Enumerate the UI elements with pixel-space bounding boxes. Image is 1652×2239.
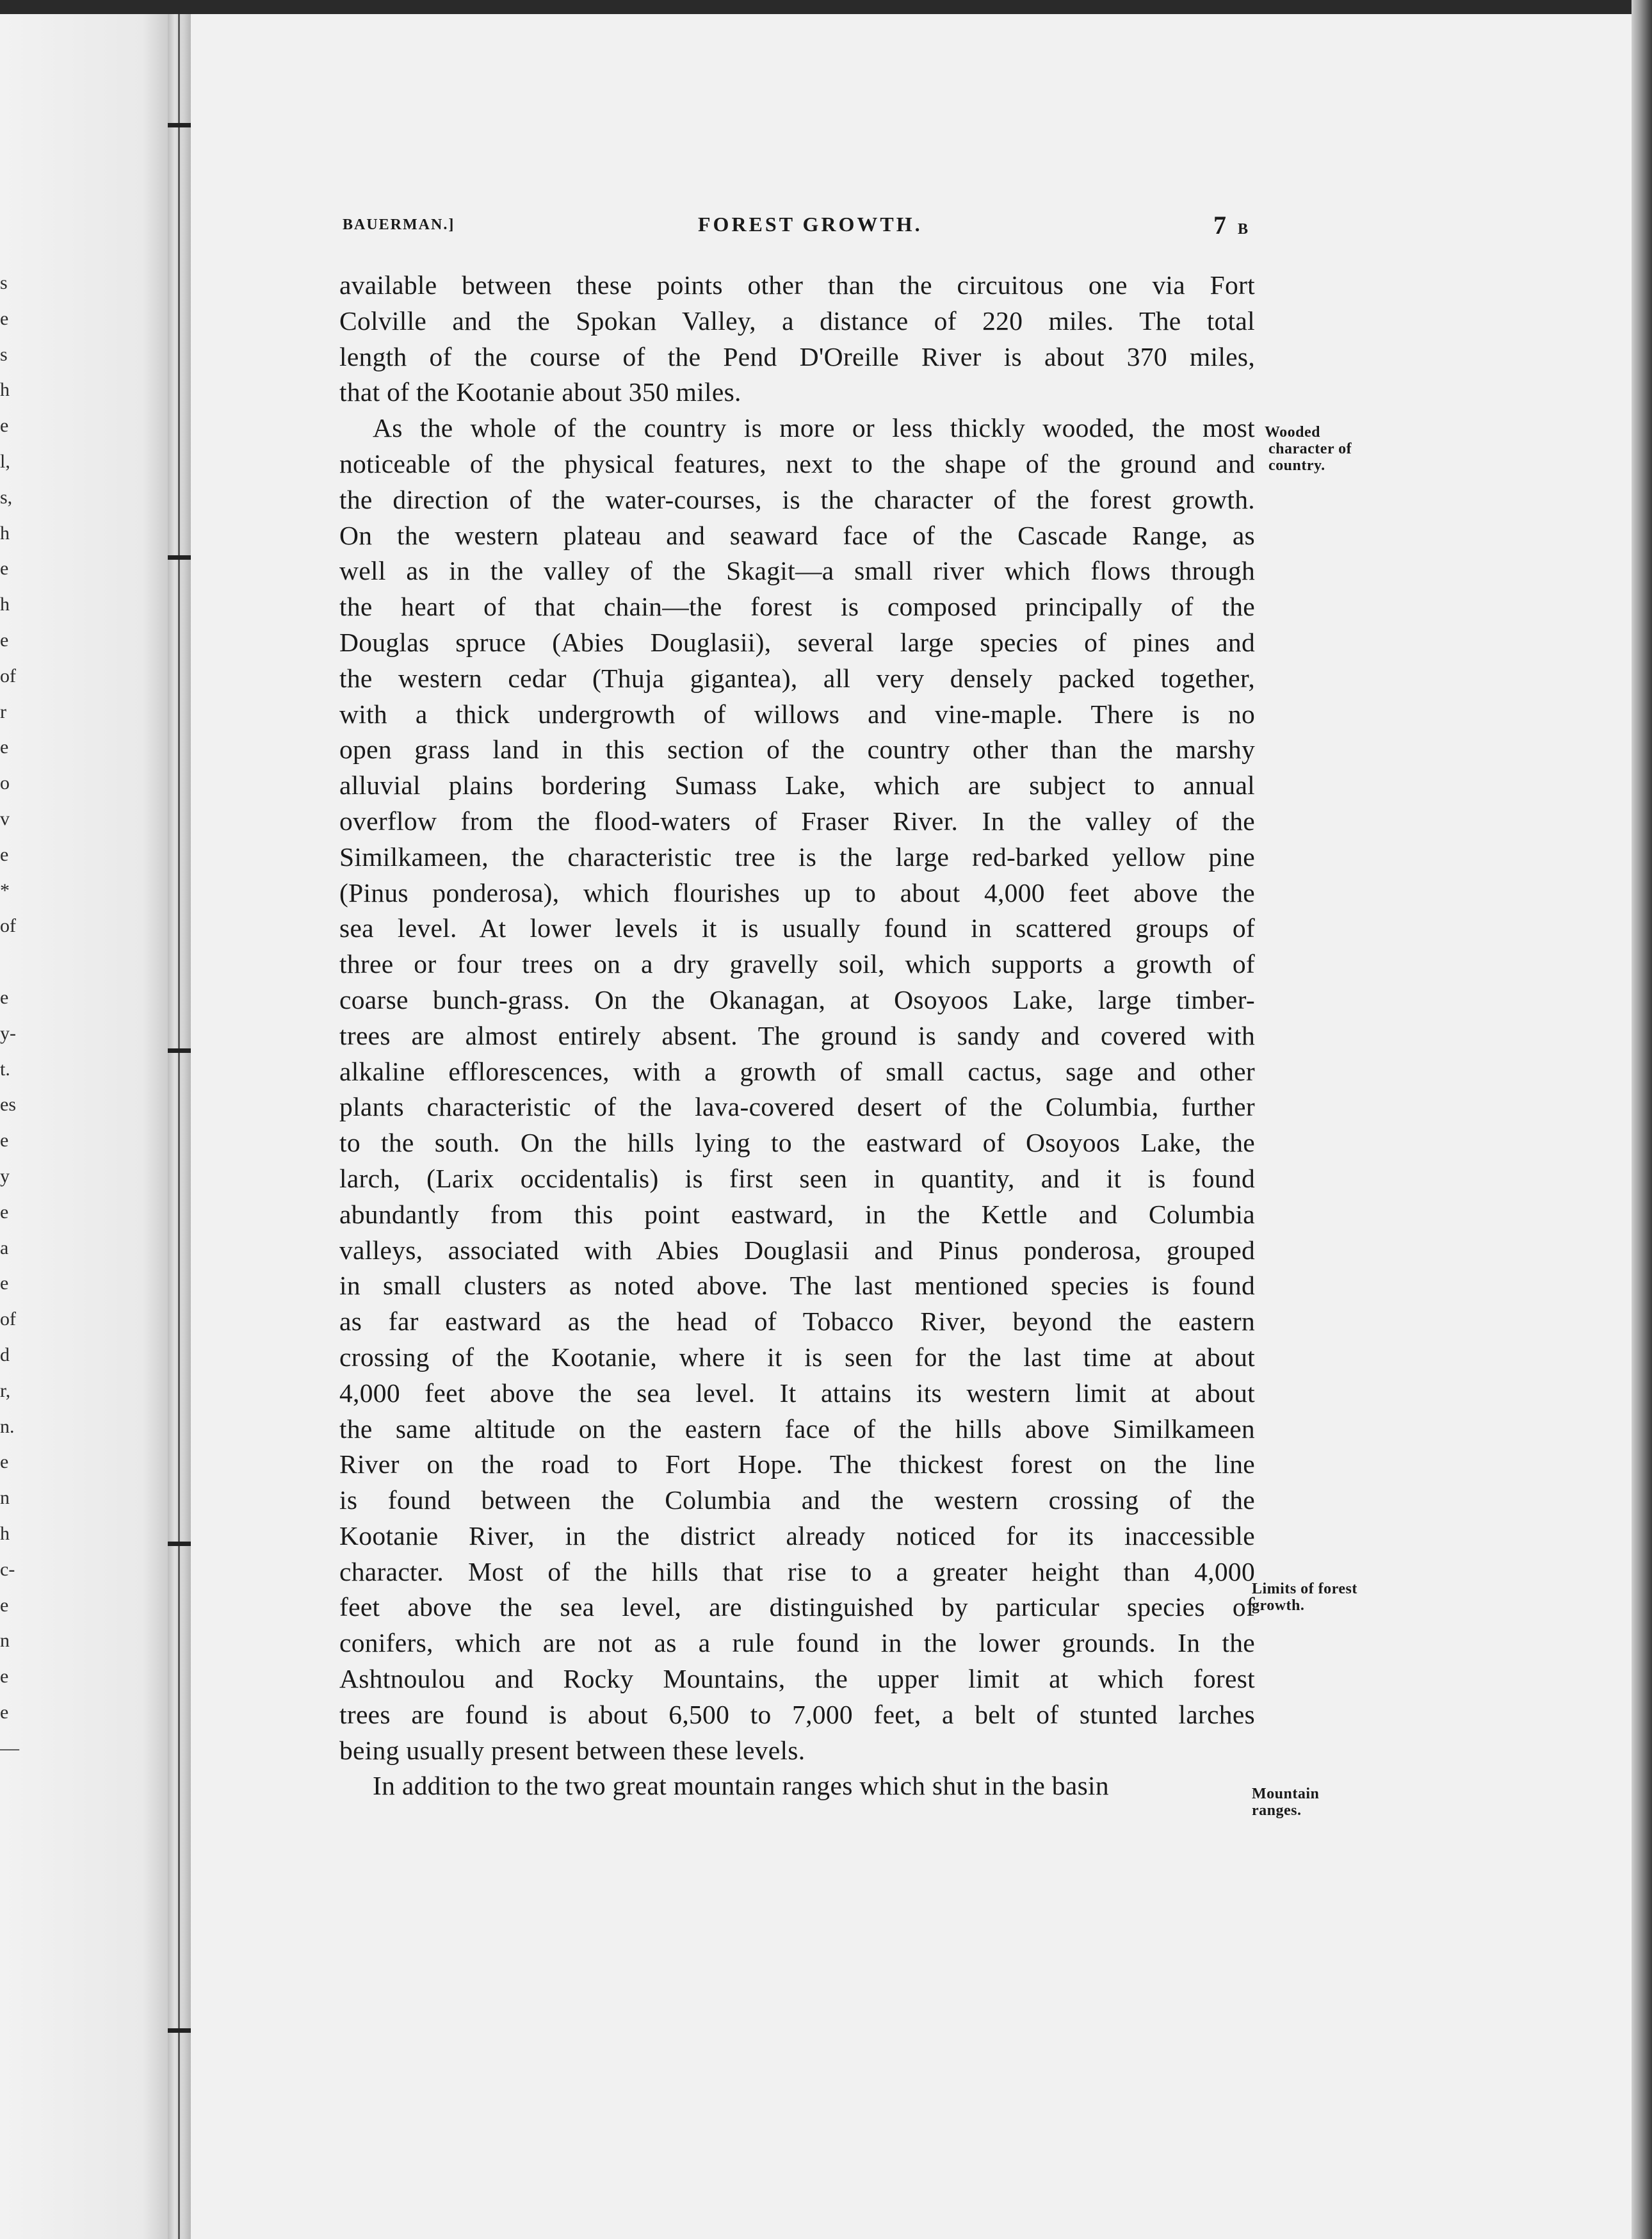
text-line: alluvial plains bordering Sumass Lake, which are subject to annual xyxy=(339,770,1255,801)
text-line: Similkameen, the characteristic tree is the large red-barked yellow pine xyxy=(339,842,1255,872)
facing-page-fragment: r, xyxy=(0,1380,11,1401)
margin-note-line: Wooded xyxy=(1265,424,1321,441)
text-line: Douglas spruce (Abies Douglasii), several large species of pines and xyxy=(339,627,1255,657)
text-line: trees are almost entirely absent. The ground is sandy and covered with xyxy=(339,1020,1255,1050)
page-number-suffix: B xyxy=(1238,221,1250,238)
text-line: to the south. On the hills lying to the eastward of Osoyoos Lake, the xyxy=(339,1128,1255,1158)
text-line: the western cedar (Thuja gigantea), all very densely packed together, xyxy=(339,663,1255,693)
stitch-mark xyxy=(168,1048,191,1053)
facing-page-fragment: e xyxy=(0,307,9,329)
text-line: being usually present between these levels. xyxy=(339,1735,806,1765)
text-line: River on the road to Fort Hope. The thickest forest on the line xyxy=(339,1449,1255,1479)
binding-gutter xyxy=(168,14,191,2239)
facing-page xyxy=(0,14,168,2239)
binding-thread xyxy=(178,14,180,2239)
facing-page-fragment: n xyxy=(0,1487,10,1509)
text-line: sea level. At lower levels it is usually found in scattered groups of xyxy=(339,913,1255,943)
page-number-value: 7 xyxy=(1213,211,1226,240)
text-line: As the whole of the country is more or less thickly wooded, the most xyxy=(373,413,1255,443)
stitch-mark xyxy=(168,123,191,127)
facing-page-fragment: e xyxy=(0,415,9,437)
facing-page-fragment: h xyxy=(0,522,10,544)
facing-page-fragment: l, xyxy=(0,451,10,472)
text-line: coarse bunch-grass. On the Okanagan, at Osoyoos Lake, large timber- xyxy=(339,984,1255,1014)
page-top-edge xyxy=(0,0,1652,14)
facing-page-fragment: e xyxy=(0,630,9,651)
facing-page-fragment: n xyxy=(0,1630,10,1652)
facing-page-fragment: o xyxy=(0,772,10,794)
text-line: well as in the valley of the Skagit—a small river which flows through xyxy=(339,556,1255,586)
text-line: is found between the Columbia and the western crossing of the xyxy=(339,1485,1255,1515)
facing-page-fragment: e xyxy=(0,1666,9,1688)
text-line: larch, (Larix occidentalis) is first seen in quantity, and it is found xyxy=(339,1163,1255,1193)
text-line: overflow from the flood-waters of Fraser River. In the valley of the xyxy=(339,806,1255,836)
text-line: feet above the sea level, are distinguished by particular species of xyxy=(339,1592,1255,1622)
margin-note-wooded xyxy=(1265,424,1393,474)
facing-page-fragment: e xyxy=(0,1201,9,1223)
facing-page-fragment: s xyxy=(0,272,8,293)
facing-page-fragment: h xyxy=(0,1523,10,1544)
running-head-author: BAUERMAN.] xyxy=(343,216,455,233)
running-head-title: FOREST GROWTH. xyxy=(698,213,923,236)
text-line: the same altitude on the eastern face of the hills above Similkameen xyxy=(339,1413,1255,1444)
margin-note-line: Limits of forest xyxy=(1252,1581,1357,1597)
page-number xyxy=(1213,210,1249,240)
text-line: Ashtnoulou and Rocky Mountains, the upper limit at which forest xyxy=(339,1664,1255,1694)
facing-page-fragment: e xyxy=(0,1130,9,1152)
margin-note-line: growth. xyxy=(1252,1597,1305,1614)
facing-page-fragment: y xyxy=(0,1166,10,1187)
facing-page-fragment: d xyxy=(0,1344,10,1365)
text-line: crossing of the Kootanie, where it is seen for the last time at about xyxy=(339,1342,1255,1372)
text-line: the heart of that chain—the forest is composed principally of the xyxy=(339,592,1255,622)
facing-page-fragment: of xyxy=(0,915,16,937)
facing-page-fragment: t. xyxy=(0,1058,10,1080)
facing-page-fragment: h xyxy=(0,379,10,401)
text-line: conifers, which are not as a rule found in the lower grounds. In the xyxy=(339,1628,1255,1658)
text-line: the direction of the water-courses, is the character of the forest growth. xyxy=(339,484,1255,514)
text-line: (Pinus ponderosa), which flourishes up to about 4,000 feet above the xyxy=(339,877,1255,908)
facing-page-fragment: n. xyxy=(0,1415,15,1437)
facing-page-fragment: e xyxy=(0,1273,9,1294)
text-line: abundantly from this point eastward, in the Kettle and Columbia xyxy=(339,1199,1255,1229)
text-line: noticeable of the physical features, next to the shape of the ground and xyxy=(339,448,1255,478)
text-line: In addition to the two great mountain ranges which shut in the basin xyxy=(373,1771,1109,1801)
facing-page-fragment: of xyxy=(0,1308,16,1330)
facing-page-fragment: e xyxy=(0,987,9,1008)
text-line: with a thick undergrowth of willows and vine-maple. There is no xyxy=(339,699,1255,729)
text-line: length of the course of the Pend D'Oreille River is about 370 miles, xyxy=(339,341,1255,371)
text-line: as far eastward as the head of Tobacco River, beyond the eastern xyxy=(339,1307,1255,1337)
page-right-edge xyxy=(1632,0,1652,2239)
margin-note-line: character of xyxy=(1268,441,1352,457)
running-head xyxy=(0,210,1652,248)
text-line: Kootanie River, in the district already noticed for its inaccessible xyxy=(339,1520,1255,1551)
body-text xyxy=(339,268,1255,1804)
stitch-mark xyxy=(168,2028,191,2033)
text-line: three or four trees on a dry gravelly soil, which supports a growth of xyxy=(339,949,1255,979)
text-line: alkaline efflorescences, with a growth of small cactus, sage and other xyxy=(339,1056,1255,1086)
facing-page-fragment: e xyxy=(0,843,9,865)
facing-page-fragment: a xyxy=(0,1237,9,1258)
margin-note-line: Mountain xyxy=(1252,1786,1320,1802)
facing-page-fragment: of xyxy=(0,665,16,687)
stitch-mark xyxy=(168,1542,191,1546)
text-line: open grass land in this section of the country other than the marshy xyxy=(339,735,1255,765)
facing-page-fragment: e xyxy=(0,1451,9,1473)
text-line: valleys, associated with Abies Douglasii and Pinus ponderosa, grouped xyxy=(339,1235,1255,1265)
facing-page-fragment: e xyxy=(0,1702,9,1723)
facing-page-fragment: s, xyxy=(0,486,13,508)
facing-page-fragment: es xyxy=(0,1094,16,1116)
facing-page-fragment: r xyxy=(0,701,6,722)
facing-page-fragment: h xyxy=(0,594,10,615)
stitch-mark xyxy=(168,555,191,560)
facing-page-fragment: — xyxy=(0,1737,19,1759)
facing-page-fragment: s xyxy=(0,343,8,365)
margin-note-line: ranges. xyxy=(1252,1802,1302,1819)
text-line: character. Most of the hills that rise to a greater height than 4,000 xyxy=(339,1556,1255,1586)
facing-page-fragment: e xyxy=(0,737,9,758)
text-line: On the western plateau and seaward face of the Cascade Range, as xyxy=(339,520,1255,550)
margin-note-mountain xyxy=(1252,1786,1380,1819)
margin-note-line: country. xyxy=(1268,457,1325,474)
facing-page-fragment: v xyxy=(0,808,10,829)
text-line: available between these points other than the circuitous one via Fort xyxy=(339,270,1255,300)
text-line: in small clusters as noted above. The last mentioned species is found xyxy=(339,1271,1255,1301)
facing-page-fragment: c- xyxy=(0,1558,15,1580)
margin-note-limits xyxy=(1252,1581,1405,1614)
text-line: 4,000 feet above the sea level. It attains its western limit at about xyxy=(339,1378,1255,1408)
facing-page-fragment: * xyxy=(0,879,10,901)
text-line: that of the Kootanie about 350 miles. xyxy=(339,377,741,407)
facing-page-fragment: e xyxy=(0,1594,9,1616)
facing-page-fragment: e xyxy=(0,558,9,580)
text-line: trees are found is about 6,500 to 7,000 feet, a belt of stunted larches xyxy=(339,1699,1255,1729)
facing-page-fragment: y- xyxy=(0,1022,16,1044)
text-line: Colville and the Spokan Valley, a distance of 220 miles. The total xyxy=(339,305,1255,336)
text-line: plants characteristic of the lava-covered desert of the Columbia, further xyxy=(339,1092,1255,1122)
